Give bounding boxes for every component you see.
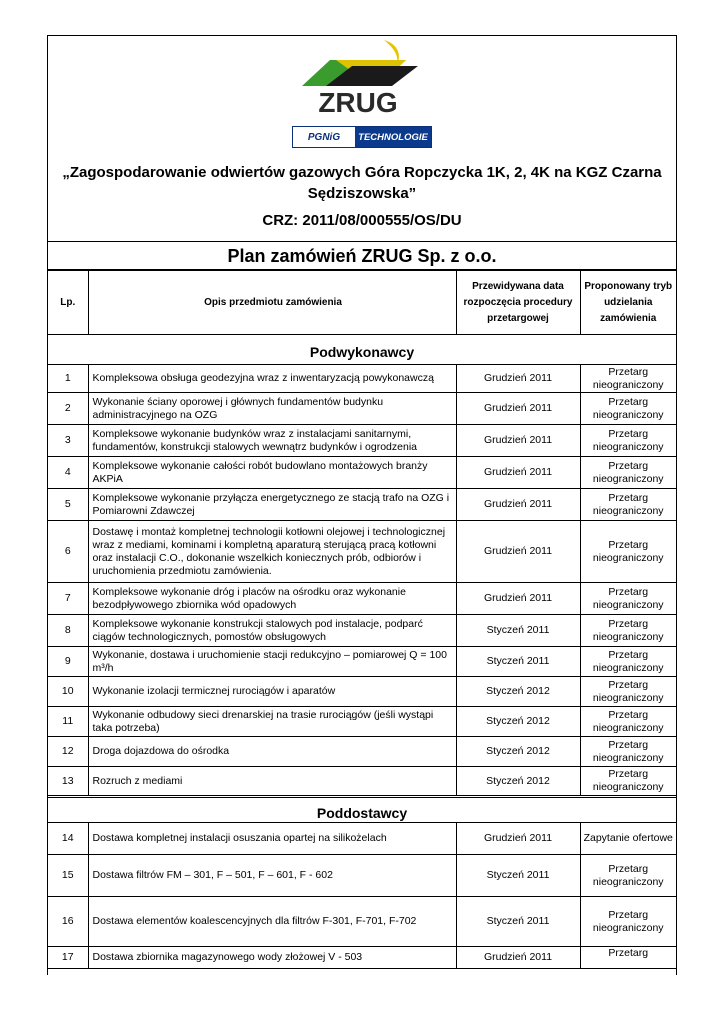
row-description: Kompleksowe wykonanie całości robót budowlano montażowych branży AKPiA: [88, 457, 456, 489]
section-title: Poddostawcy: [48, 797, 676, 823]
row-lp: 15: [48, 855, 88, 897]
column-header-opis: Opis przedmiotu zamówienia: [88, 271, 456, 335]
row-lp: 10: [48, 677, 88, 707]
row-procedure-type: Przetarg nieograniczony: [580, 647, 676, 677]
row-lp: 5: [48, 489, 88, 521]
row-start-date: Styczeń 2012: [456, 707, 580, 737]
row-description: Rozruch z mediami: [88, 767, 456, 797]
row-procedure-type: Przetarg nieograniczony: [580, 737, 676, 767]
table-row: [48, 393, 676, 425]
row-description: Dostawa filtrów FM – 301, F – 501, F – 601, F - 602: [88, 855, 456, 897]
row-procedure-type: Przetarg nieograniczony: [580, 521, 676, 583]
section-header-row: [48, 335, 676, 365]
row-procedure-type: Przetarg nieograniczony: [580, 457, 676, 489]
row-description: Wykonanie, dostawa i uruchomienie stacji redukcyjno – pomiarowej Q = 100 m³/h: [88, 647, 456, 677]
row-procedure-type: Przetarg nieograniczony: [580, 583, 676, 615]
table-row: [48, 615, 676, 647]
row-start-date: Styczeń 2011: [456, 897, 580, 947]
row-start-date: Styczeń 2012: [456, 677, 580, 707]
table-row: [48, 707, 676, 737]
row-lp: 2: [48, 393, 88, 425]
row-procedure-type: Przetarg nieograniczony: [580, 897, 676, 947]
row-lp: 7: [48, 583, 88, 615]
row-lp: 3: [48, 425, 88, 457]
row-lp: 17: [48, 947, 88, 969]
row-description: Kompleksowa obsługa geodezyjna wraz z inwentaryzacją powykonawczą: [88, 365, 456, 393]
row-start-date: Grudzień 2011: [456, 425, 580, 457]
row-lp: 14: [48, 823, 88, 855]
row-description: Wykonanie ściany oporowej i głównych fundamentów budynku administracyjnego na OZG: [88, 393, 456, 425]
row-procedure-type: Przetarg nieograniczony: [580, 489, 676, 521]
row-description: Droga dojazdowa do ośrodka: [88, 737, 456, 767]
row-description: Kompleksowe wykonanie konstrukcji stalowych pod instalacje, podparć ciągów technologicznych, pomostów obsługowych: [88, 615, 456, 647]
pgnig-badge-left: PGNiG: [293, 127, 355, 147]
table-row: [48, 425, 676, 457]
row-start-date: Styczeń 2011: [456, 615, 580, 647]
row-description: Wykonanie odbudowy sieci drenarskiej na trasie rurociągów (jeśli wystąpi taka potrzeba): [88, 707, 456, 737]
row-procedure-type: Przetarg nieograniczony: [580, 855, 676, 897]
column-header-data: Przewidywana data rozpoczęcia procedury przetargowej: [456, 271, 580, 335]
row-lp: 1: [48, 365, 88, 393]
pgnig-technologie-badge: [292, 126, 432, 148]
table-row: [48, 457, 676, 489]
crz-number: CRZ: 2011/08/000555/OS/DU: [262, 212, 462, 229]
project-title: „Zagospodarowanie odwiertów gazowych Góra Ropczycka 1K, 2, 4K na KGZ Czarna Sędziszowska”: [62, 164, 662, 202]
row-description: Dostawa elementów koalescencyjnych dla filtrów F-301, F-701, F-702: [88, 897, 456, 947]
column-header-tryb: Proponowany tryb udzielania zamówienia: [580, 271, 676, 335]
row-start-date: Styczeń 2011: [456, 647, 580, 677]
table-row: [48, 647, 676, 677]
row-procedure-type: Przetarg nieograniczony: [580, 393, 676, 425]
row-start-date: Styczeń 2012: [456, 767, 580, 797]
table-row: [48, 947, 676, 969]
row-start-date: Grudzień 2011: [456, 457, 580, 489]
table-row: [48, 677, 676, 707]
column-header-lp: Lp.: [48, 271, 88, 335]
table-row: [48, 737, 676, 767]
document-header: [48, 36, 676, 242]
table-header-row: [48, 271, 676, 335]
row-lp: 4: [48, 457, 88, 489]
document-sheet: [47, 35, 677, 975]
table-row: [48, 897, 676, 947]
row-description: Kompleksowe wykonanie budynków wraz z instalacjami sanitarnymi, fundamentów, konstrukcji stalowych wewnątrz budynków i ogrodzenia: [88, 425, 456, 457]
row-start-date: Grudzień 2011: [456, 521, 580, 583]
row-lp: 6: [48, 521, 88, 583]
row-start-date: Grudzień 2011: [456, 823, 580, 855]
row-description: Kompleksowe wykonanie dróg i placów na ośrodku oraz wykonanie bezodpływowego zbiornika wód opadowych: [88, 583, 456, 615]
table-row: [48, 489, 676, 521]
table-row: [48, 855, 676, 897]
procurement-table: [48, 270, 676, 969]
table-row: [48, 365, 676, 393]
zrug-logo: [296, 38, 421, 116]
row-procedure-type: Przetarg: [580, 947, 676, 969]
pgnig-badge-right: TECHNOLOGIE: [355, 127, 431, 147]
row-description: Dostawę i montaż kompletnej technologii kotłowni olejowej i technologicznej wraz z mediami, kominami i kompletną aparaturą sterującą pracą kotłowni oraz instalacji C.O., dokonanie wszelkich koniecznych prób, odbiorów i uruchomienia przedmiotu zamówienia.: [88, 521, 456, 583]
row-start-date: Grudzień 2011: [456, 489, 580, 521]
row-procedure-type: Przetarg nieograniczony: [580, 365, 676, 393]
row-description: Dostawa kompletnej instalacji osuszania opartej na silikożelach: [88, 823, 456, 855]
section-header-row: [48, 797, 676, 823]
table-row: [48, 767, 676, 797]
row-lp: 16: [48, 897, 88, 947]
row-start-date: Grudzień 2011: [456, 365, 580, 393]
table-row: [48, 583, 676, 615]
row-procedure-type: Przetarg nieograniczony: [580, 425, 676, 457]
row-procedure-type: Zapytanie ofertowe: [580, 823, 676, 855]
zrug-logo-text: ZRUG: [318, 87, 398, 116]
row-start-date: Grudzień 2011: [456, 947, 580, 969]
row-start-date: Grudzień 2011: [456, 583, 580, 615]
row-description: Dostawa zbiornika magazynowego wody złożowej V - 503: [88, 947, 456, 969]
row-description: Wykonanie izolacji termicznej rurociągów i aparatów: [88, 677, 456, 707]
row-lp: 8: [48, 615, 88, 647]
row-start-date: Grudzień 2011: [456, 393, 580, 425]
row-start-date: Styczeń 2012: [456, 737, 580, 767]
row-lp: 11: [48, 707, 88, 737]
row-description: Kompleksowe wykonanie przyłącza energetycznego ze stacją trafo na OZG i Pomiarowni Zdawczej: [88, 489, 456, 521]
row-lp: 13: [48, 767, 88, 797]
row-procedure-type: Przetarg nieograniczony: [580, 677, 676, 707]
row-lp: 12: [48, 737, 88, 767]
row-procedure-type: Przetarg nieograniczony: [580, 615, 676, 647]
row-procedure-type: Przetarg nieograniczony: [580, 707, 676, 737]
table-row: [48, 823, 676, 855]
table-row: [48, 521, 676, 583]
plan-title: Plan zamówień ZRUG Sp. z o.o.: [48, 242, 676, 270]
row-procedure-type: Przetarg nieograniczony: [580, 767, 676, 797]
row-lp: 9: [48, 647, 88, 677]
row-start-date: Styczeń 2011: [456, 855, 580, 897]
section-title: Podwykonawcy: [48, 335, 676, 365]
